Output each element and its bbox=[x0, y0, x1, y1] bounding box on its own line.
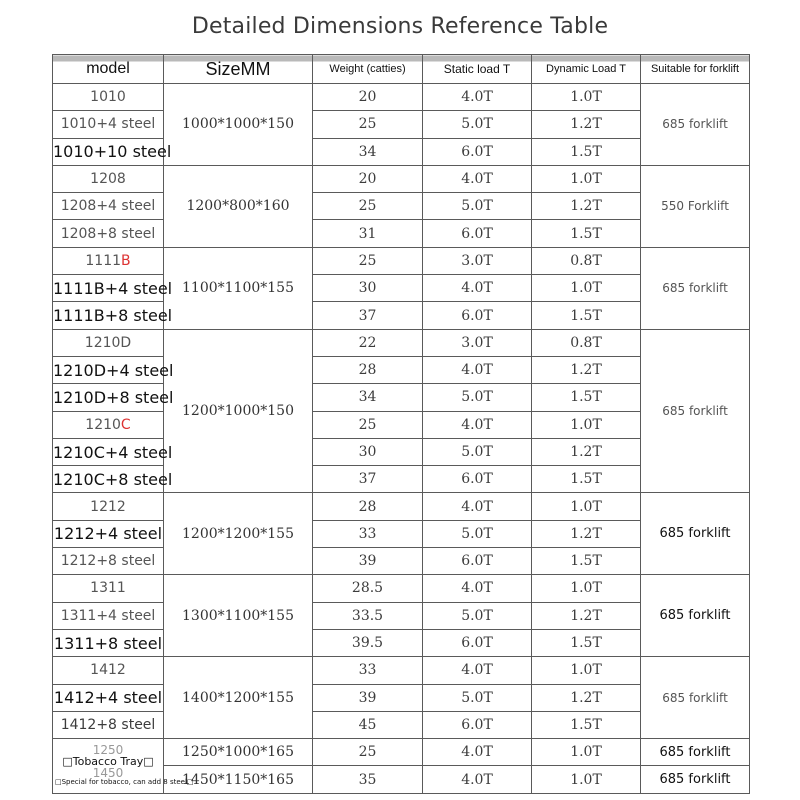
tobacco-note: □Special for tobacco, can add 8 steel□ bbox=[55, 778, 194, 787]
page-title: Detailed Dimensions Reference Table bbox=[191, 14, 609, 39]
dynamic-load-cell: 1.0T bbox=[532, 165, 641, 192]
table-row bbox=[53, 165, 750, 192]
forklift-cell: 685 forklift bbox=[641, 247, 750, 329]
dynamic-load-cell: 1.2T bbox=[532, 356, 641, 383]
static-load-cell: 4.0T bbox=[423, 493, 532, 520]
model-cell: 1311+4 steel bbox=[53, 602, 164, 629]
dynamic-load-cell: 1.0T bbox=[532, 657, 641, 684]
dynamic-load-cell: 1.5T bbox=[532, 629, 641, 656]
model-cell: 1212 bbox=[53, 493, 164, 520]
static-load-cell: 4.0T bbox=[423, 739, 532, 766]
model-cell: 1412+4 steel bbox=[53, 684, 164, 711]
dynamic-load-cell: 1.5T bbox=[532, 466, 641, 493]
weight-cell: 28 bbox=[313, 493, 423, 520]
forklift-cell: 685 forklift bbox=[641, 766, 750, 793]
weight-cell: 25 bbox=[313, 111, 423, 138]
model-cell: 1412 bbox=[53, 657, 164, 684]
static-load-cell: 3.0T bbox=[423, 247, 532, 274]
model-cell: 1212+4 steel bbox=[53, 520, 164, 547]
weight-cell: 20 bbox=[313, 84, 423, 111]
model-cell: 1208+8 steel bbox=[53, 220, 164, 247]
static-load-cell: 4.0T bbox=[423, 84, 532, 111]
forklift-cell: 685 forklift bbox=[641, 657, 750, 739]
tobacco-tray-label: □Tobacco Tray□ bbox=[62, 755, 154, 769]
dynamic-load-cell: 1.2T bbox=[532, 520, 641, 547]
dynamic-load-cell: 1.2T bbox=[532, 193, 641, 220]
model-cell: 1311 bbox=[53, 575, 164, 602]
header-static-load: Static load T bbox=[423, 55, 532, 84]
weight-cell: 25 bbox=[313, 739, 423, 766]
model-cell: 1412+8 steel bbox=[53, 711, 164, 738]
model-cell: 1111B+8 steel bbox=[53, 302, 164, 329]
header-weight: Weight (catties) bbox=[313, 55, 423, 84]
dynamic-load-cell: 1.0T bbox=[532, 275, 641, 302]
weight-cell: 28 bbox=[313, 356, 423, 383]
size-cell: 1450*1150*165 bbox=[164, 766, 313, 793]
weight-cell: 39.5 bbox=[313, 629, 423, 656]
weight-cell: 31 bbox=[313, 220, 423, 247]
weight-cell: 34 bbox=[313, 138, 423, 165]
table-row bbox=[53, 329, 750, 356]
static-load-cell: 5.0T bbox=[423, 520, 532, 547]
weight-cell: 25 bbox=[313, 193, 423, 220]
weight-cell: 25 bbox=[313, 411, 423, 438]
model-cell: 1210C+4 steel bbox=[53, 438, 164, 465]
model-cell: 1210D bbox=[53, 329, 164, 356]
dynamic-load-cell: 1.0T bbox=[532, 493, 641, 520]
forklift-cell: 685 forklift bbox=[641, 329, 750, 493]
dynamic-load-cell: 1.0T bbox=[532, 84, 641, 111]
model-cell: 1212+8 steel bbox=[53, 548, 164, 575]
weight-cell: 22 bbox=[313, 329, 423, 356]
forklift-cell: 685 forklift bbox=[641, 84, 750, 166]
weight-cell: 30 bbox=[313, 275, 423, 302]
dynamic-load-cell: 1.5T bbox=[532, 384, 641, 411]
forklift-cell: 550 Forklift bbox=[641, 165, 750, 247]
static-load-cell: 6.0T bbox=[423, 711, 532, 738]
static-load-cell: 4.0T bbox=[423, 411, 532, 438]
weight-cell: 25 bbox=[313, 247, 423, 274]
table-row bbox=[53, 657, 750, 684]
table-row bbox=[53, 84, 750, 111]
size-cell: 1200*800*160 bbox=[164, 165, 313, 247]
table-row bbox=[53, 247, 750, 274]
model-1250: 1250 bbox=[92, 743, 124, 758]
size-cell: 1100*1100*155 bbox=[164, 247, 313, 329]
dynamic-load-cell: 1.0T bbox=[532, 575, 641, 602]
dynamic-load-cell: 1.5T bbox=[532, 548, 641, 575]
model-cell: 1010 bbox=[53, 84, 164, 111]
model-cell bbox=[53, 247, 164, 274]
size-cell: 1300*1100*155 bbox=[164, 575, 313, 657]
static-load-cell: 4.0T bbox=[423, 356, 532, 383]
header-size: SizeMM bbox=[164, 55, 313, 84]
weight-cell: 35 bbox=[313, 766, 423, 793]
static-load-cell: 4.0T bbox=[423, 275, 532, 302]
model-cell: 1210D+4 steel bbox=[53, 356, 164, 383]
dynamic-load-cell: 0.8T bbox=[532, 247, 641, 274]
model-cell: 1208+4 steel bbox=[53, 193, 164, 220]
model-cell: 1010+10 steel bbox=[53, 138, 164, 165]
static-load-cell: 3.0T bbox=[423, 329, 532, 356]
forklift-cell: 685 forklift bbox=[641, 739, 750, 766]
static-load-cell: 5.0T bbox=[423, 193, 532, 220]
weight-cell: 20 bbox=[313, 165, 423, 192]
static-load-cell: 6.0T bbox=[423, 220, 532, 247]
static-load-cell: 5.0T bbox=[423, 684, 532, 711]
header-forklift: Suitable for forklift bbox=[641, 55, 750, 84]
static-load-cell: 4.0T bbox=[423, 657, 532, 684]
header-row bbox=[53, 55, 750, 84]
dynamic-load-cell: 1.2T bbox=[532, 602, 641, 629]
weight-cell: 33 bbox=[313, 520, 423, 547]
static-load-cell: 4.0T bbox=[423, 575, 532, 602]
table-row bbox=[53, 493, 750, 520]
size-cell: 1200*1200*155 bbox=[164, 493, 313, 575]
static-load-cell: 6.0T bbox=[423, 629, 532, 656]
static-load-cell: 6.0T bbox=[423, 548, 532, 575]
weight-cell: 37 bbox=[313, 302, 423, 329]
size-cell: 1200*1000*150 bbox=[164, 329, 313, 493]
model-cell bbox=[53, 411, 164, 438]
static-load-cell: 5.0T bbox=[423, 384, 532, 411]
model-base: 1111 bbox=[85, 252, 122, 269]
dynamic-load-cell: 1.2T bbox=[532, 684, 641, 711]
size-cell: 1250*1000*165 bbox=[164, 739, 313, 766]
weight-cell: 45 bbox=[313, 711, 423, 738]
table-row bbox=[53, 575, 750, 602]
dynamic-load-cell: 1.0T bbox=[532, 766, 641, 793]
static-load-cell: 5.0T bbox=[423, 111, 532, 138]
model-cell: 1111B+4 steel bbox=[53, 275, 164, 302]
dynamic-load-cell: 1.5T bbox=[532, 302, 641, 329]
model-suffix: C bbox=[120, 416, 131, 433]
dynamic-load-cell: 0.8T bbox=[532, 329, 641, 356]
weight-cell: 34 bbox=[313, 384, 423, 411]
dynamic-load-cell: 1.5T bbox=[532, 220, 641, 247]
size-cell: 1400*1200*155 bbox=[164, 657, 313, 739]
dynamic-load-cell: 1.2T bbox=[532, 111, 641, 138]
model-suffix: B bbox=[121, 252, 131, 269]
static-load-cell: 4.0T bbox=[423, 766, 532, 793]
static-load-cell: 6.0T bbox=[423, 138, 532, 165]
weight-cell: 33.5 bbox=[313, 602, 423, 629]
weight-cell: 37 bbox=[313, 466, 423, 493]
weight-cell: 28.5 bbox=[313, 575, 423, 602]
dynamic-load-cell: 1.5T bbox=[532, 711, 641, 738]
model-1450: 1450 bbox=[92, 766, 124, 781]
static-load-cell: 4.0T bbox=[423, 165, 532, 192]
weight-cell: 33 bbox=[313, 657, 423, 684]
dynamic-load-cell: 1.5T bbox=[532, 138, 641, 165]
static-load-cell: 6.0T bbox=[423, 466, 532, 493]
static-load-cell: 5.0T bbox=[423, 602, 532, 629]
model-base: 1210 bbox=[85, 416, 121, 433]
header-dynamic-load: Dynamic Load T bbox=[532, 55, 641, 84]
header-model: model bbox=[53, 55, 164, 84]
static-load-cell: 5.0T bbox=[423, 438, 532, 465]
weight-cell: 39 bbox=[313, 684, 423, 711]
table-row bbox=[53, 739, 750, 766]
static-load-cell: 6.0T bbox=[423, 302, 532, 329]
weight-cell: 30 bbox=[313, 438, 423, 465]
size-cell: 1000*1000*150 bbox=[164, 84, 313, 166]
dynamic-load-cell: 1.0T bbox=[532, 739, 641, 766]
weight-cell: 39 bbox=[313, 548, 423, 575]
dynamic-load-cell: 1.2T bbox=[532, 438, 641, 465]
model-cell: 1010+4 steel bbox=[53, 111, 164, 138]
model-cell: 1311+8 steel bbox=[53, 629, 164, 656]
dynamic-load-cell: 1.0T bbox=[532, 411, 641, 438]
model-cell: 1208 bbox=[53, 165, 164, 192]
dimensions-table bbox=[52, 54, 750, 794]
forklift-cell: 685 forklift bbox=[641, 575, 750, 657]
model-cell: 1210C+8 steel bbox=[53, 466, 164, 493]
model-cell: 1210D+8 steel bbox=[53, 384, 164, 411]
forklift-cell: 685 forklift bbox=[641, 493, 750, 575]
tobacco-tray-cell bbox=[53, 739, 194, 794]
